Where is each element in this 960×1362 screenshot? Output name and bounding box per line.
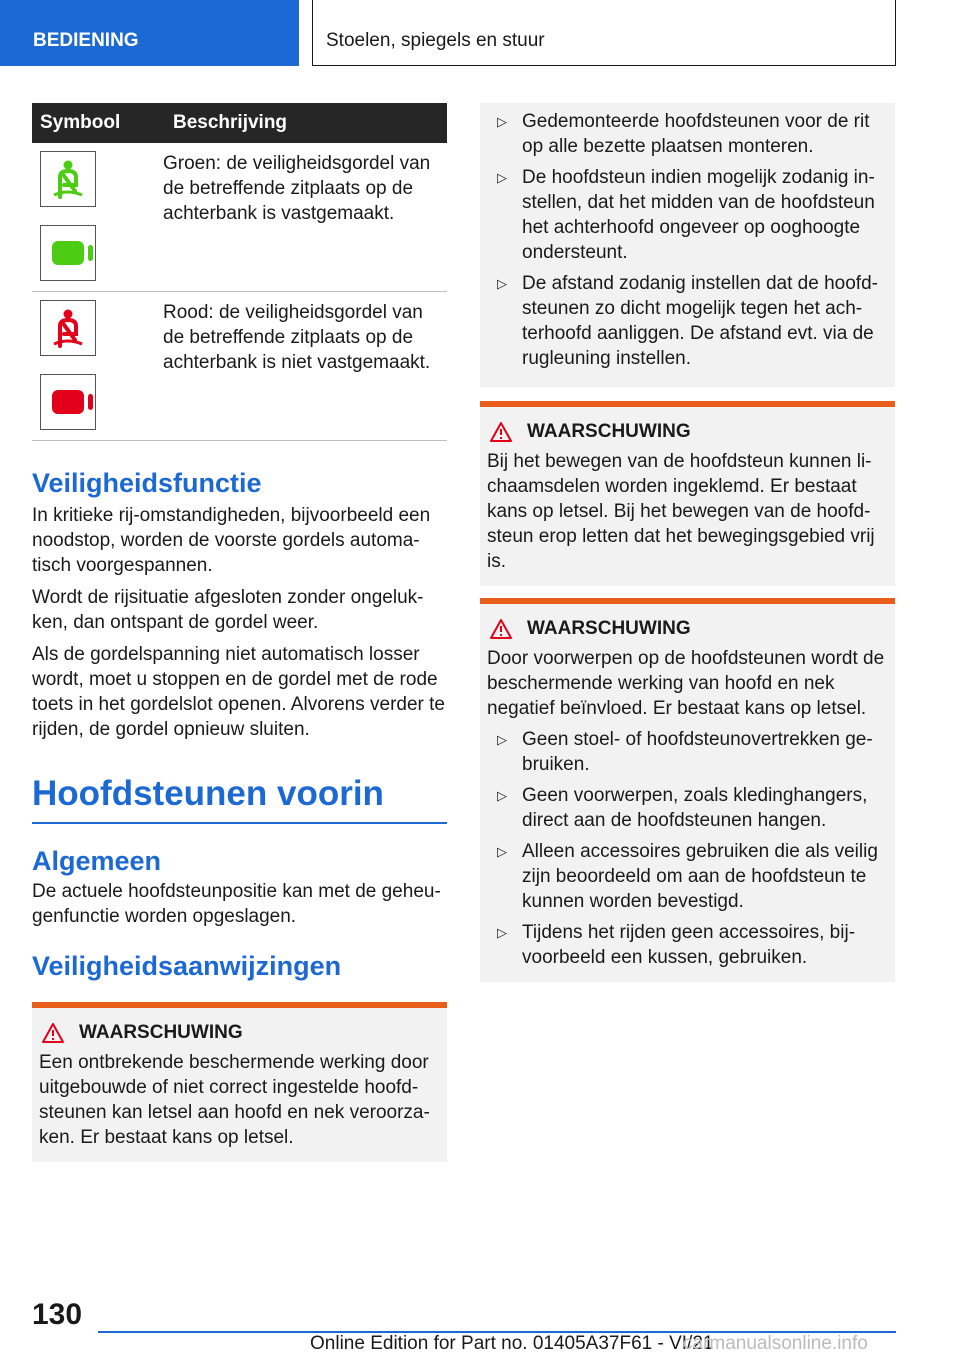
- warning-box: [480, 598, 895, 982]
- table-row: [32, 292, 447, 441]
- page-number: 130: [32, 1298, 83, 1331]
- list-item: ▷ Geen voorwerpen, zoals kledinghangers, direct aan de hoofdsteunen hangen.: [497, 785, 868, 831]
- heading-headrests-front: Hoofdsteunen voorin: [32, 774, 384, 813]
- list-item: ▷ Geen stoel- of hoofdsteunovertrekken ge-bruiken.: [497, 729, 873, 775]
- seatbelt-icon: [40, 151, 96, 207]
- list-item: ▷ Gedemonteerde hoofdsteunen voor de rit op alle bezette plaatsen monteren.: [497, 111, 870, 157]
- belt-status-red-icon: [40, 374, 96, 430]
- warning-triangle-icon: [41, 1022, 65, 1044]
- row-description: Rood: de veiligheidsgordel van de betreffende zitplaats op de achterbank is niet vastgemaakt.: [163, 292, 447, 441]
- heading-safety-notes: Veiligheidsaanwijzingen: [32, 951, 342, 981]
- warning-box: [32, 1002, 447, 1162]
- list-item: ▷ Tijdens het rijden geen accessoires, bij-voorbeeld een kussen, gebruiken.: [497, 922, 856, 968]
- warning-text: Bij het bewegen van de hoofdsteun kunnen li-chaamsdelen worden ingeklemd. Er bestaat kans op letsel. Bij het bewegen van de hoofd-steun erop letten dat het bewegingsgebied vrij is.: [487, 451, 875, 572]
- triangle-bullet-icon: ▷: [497, 170, 507, 185]
- triangle-bullet-icon: ▷: [497, 732, 507, 747]
- warning-label: WAARSCHUWING: [79, 1022, 243, 1043]
- page-header: [0, 0, 960, 66]
- heading-general: Algemeen: [32, 846, 162, 876]
- instruction-list-box: [480, 103, 895, 387]
- list-item: ▷ Alleen accessoires gebruiken die als veilig zijn beoordeeld om aan de hoofdsteun te kunnen worden bevestigd.: [497, 841, 878, 912]
- warning-label: WAARSCHUWING: [527, 421, 691, 442]
- paragraph: In kritieke rij-omstandigheden, bijvoorbeeld een noodstop, worden de voorste gordels automa-tisch voorgespannen.: [32, 505, 431, 576]
- section-tab: BEDIENING: [0, 0, 299, 66]
- list-item: ▷ De afstand zodanig instellen dat de hoofd-steunen zo dicht mogelijk tegen het ach-terhoofd aanliggen. De afstand evt. via de rugleuning instellen.: [497, 273, 878, 369]
- edition-text: Online Edition for Part no. 01405A37F61 - VI/21: [310, 1333, 714, 1354]
- table-row: [32, 143, 447, 292]
- col-header-symbol: Symbool: [32, 103, 163, 143]
- warning-triangle-icon: [489, 421, 513, 443]
- warning-text: Een ontbrekende beschermende werking door uitgebouwde of niet correct ingestelde hoofd-steunen kan letsel aan hoofd en nek veroorza-ken. Er bestaat kans op letsel.: [39, 1052, 430, 1148]
- triangle-bullet-icon: ▷: [497, 114, 507, 129]
- warning-box: [480, 401, 895, 586]
- col-header-description: Beschrijving: [163, 103, 447, 143]
- right-column: [480, 103, 895, 982]
- chapter-title: Stoelen, spiegels en stuur: [312, 0, 896, 66]
- warning-triangle-icon: [489, 618, 513, 640]
- left-column: [32, 103, 447, 1162]
- watermark: carmanualsonline.info: [683, 1333, 868, 1354]
- seatbelt-icon: [40, 300, 96, 356]
- triangle-bullet-icon: ▷: [497, 844, 507, 859]
- triangle-bullet-icon: ▷: [497, 788, 507, 803]
- list-item: ▷ De hoofdsteun indien mogelijk zodanig in-stellen, dat het midden van de hoofdsteun het achterhoofd ongeveer op ooghoogte ondersteunt.: [497, 167, 875, 263]
- belt-status-green-icon: [40, 225, 96, 281]
- heading-rule: [32, 822, 447, 824]
- paragraph: Als de gordelspanning niet automatisch losser wordt, moet u stoppen en de gordel met de rode toets in het gordelslot openen. Alvorens verder te rijden, de gordel opnieuw sluiten.: [32, 644, 445, 740]
- heading-safety-function: Veiligheidsfunctie: [32, 468, 262, 498]
- paragraph: Wordt de rijsituatie afgesloten zonder ongeluk-ken, dan ontspant de gordel weer.: [32, 587, 424, 633]
- warning-label: WAARSCHUWING: [527, 618, 691, 639]
- triangle-bullet-icon: ▷: [497, 276, 507, 291]
- paragraph: De actuele hoofdsteunpositie kan met de geheu-genfunctie worden opgeslagen.: [32, 881, 441, 927]
- triangle-bullet-icon: ▷: [497, 925, 507, 940]
- warning-text: Door voorwerpen op de hoofdsteunen wordt de beschermende werking van hoofd en nek negatief beïnvloed. Er bestaat kans op letsel.: [487, 648, 885, 719]
- symbol-table: [32, 103, 447, 441]
- row-description: Groen: de veiligheidsgordel van de betreffende zitplaats op de achterbank is vastgemaakt.: [163, 143, 447, 292]
